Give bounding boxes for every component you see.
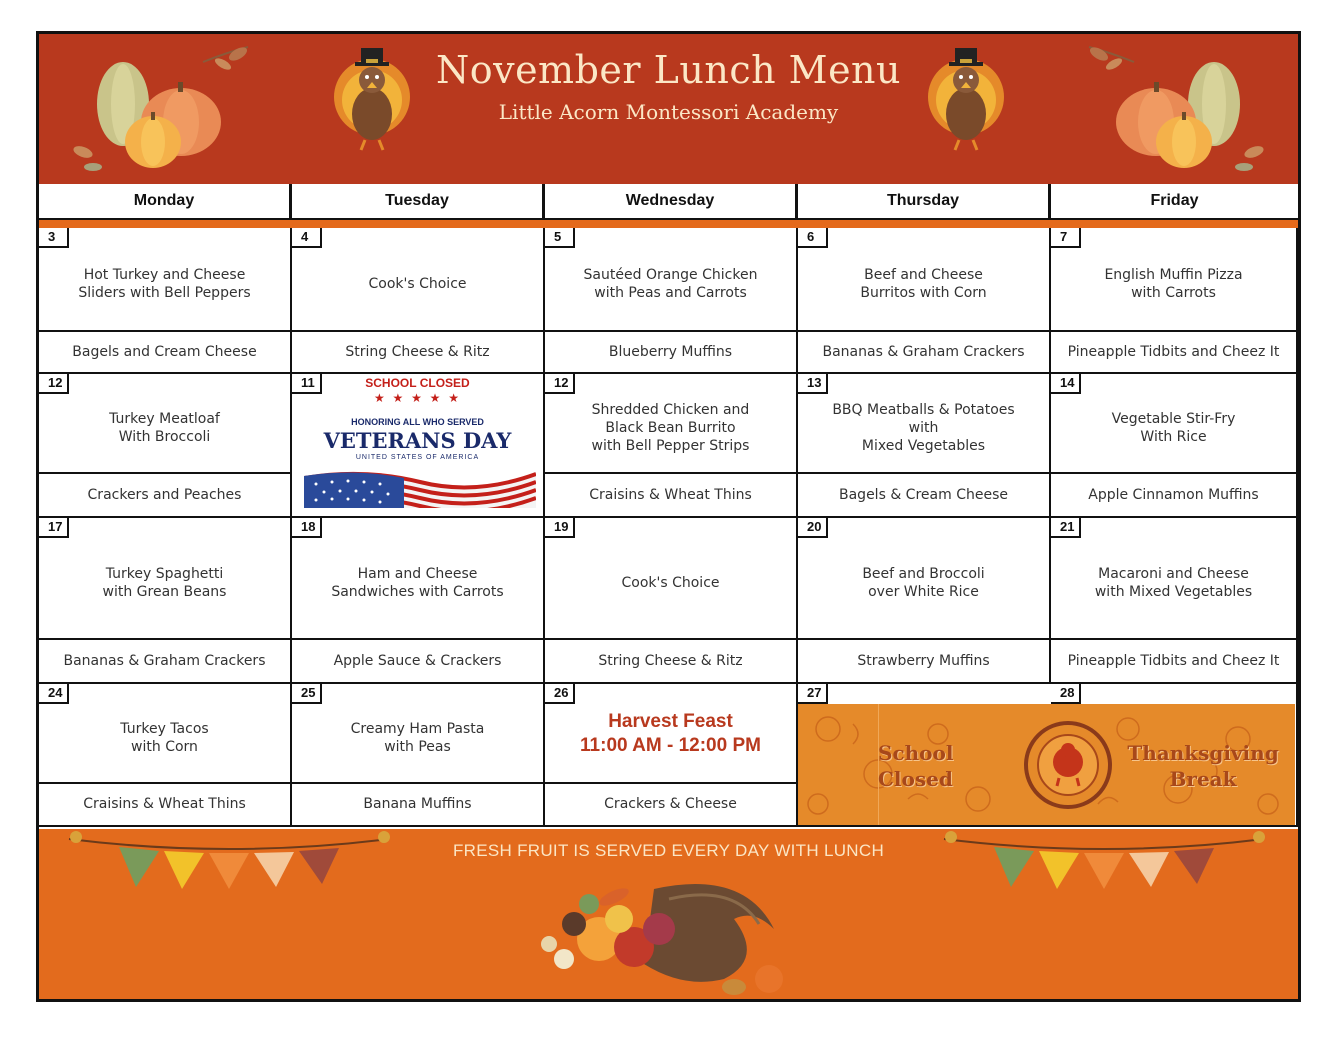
lunch-section bbox=[1051, 518, 1296, 640]
lunch-item bbox=[545, 574, 796, 592]
lunch-section bbox=[545, 228, 796, 332]
lunch-section bbox=[798, 374, 1049, 474]
turkey-emblem-icon bbox=[1023, 720, 1113, 810]
lunch-line: with Grean Beans bbox=[102, 584, 227, 600]
lunch-section bbox=[39, 518, 290, 640]
snack-item: String Cheese & Ritz bbox=[345, 344, 490, 360]
lunch-section bbox=[39, 374, 290, 474]
date-number: 12 bbox=[39, 374, 69, 394]
lunch-section bbox=[39, 228, 290, 332]
day-cell-tuesday bbox=[292, 228, 545, 374]
lunch-menu bbox=[36, 31, 1301, 1002]
day-cell-tuesday bbox=[292, 518, 545, 684]
day-cell-tuesday bbox=[292, 684, 545, 827]
honoring-text: HONORING ALL WHO SERVED bbox=[351, 417, 484, 427]
school-name: Little Acorn Montessori Academy bbox=[498, 100, 839, 124]
lunch-line: With Broccoli bbox=[118, 429, 211, 445]
lunch-item bbox=[39, 410, 290, 446]
feast-line: Harvest Feast bbox=[608, 711, 733, 732]
day-cell-friday bbox=[1051, 228, 1298, 374]
stars-icon: ★ ★ ★ ★ ★ bbox=[373, 391, 462, 405]
lunch-item bbox=[798, 401, 1049, 455]
bunting-right-icon bbox=[939, 829, 1269, 894]
lunch-line: with Mixed Vegetables bbox=[1094, 584, 1253, 600]
day-header-tuesday: Tuesday bbox=[385, 192, 449, 209]
day-cell-friday bbox=[1051, 374, 1298, 518]
usa-text: UNITED STATES OF AMERICA bbox=[355, 454, 480, 461]
lunch-section bbox=[1051, 374, 1296, 474]
date-number: 17 bbox=[39, 518, 69, 538]
divider bbox=[795, 184, 798, 218]
weekday-header-row bbox=[39, 184, 1298, 220]
lunch-line: with Carrots bbox=[1131, 285, 1216, 301]
lunch-section bbox=[39, 684, 290, 784]
day-cell-wednesday bbox=[545, 228, 798, 374]
lunch-line: with Bell Pepper Strips bbox=[591, 438, 750, 454]
menu-header bbox=[39, 34, 1298, 184]
date-number: 14 bbox=[1051, 374, 1081, 394]
page-title: November Lunch Menu bbox=[435, 48, 902, 92]
day-cell-monday bbox=[39, 228, 292, 374]
date-number: 18 bbox=[292, 518, 322, 538]
lunch-item bbox=[39, 565, 290, 601]
lunch-line: Shredded Chicken and bbox=[591, 402, 750, 418]
thanksgiving-line: Break bbox=[1169, 767, 1237, 791]
day-cell-wednesday bbox=[545, 684, 798, 827]
lunch-item bbox=[292, 720, 543, 756]
lunch-line: English Muffin Pizza bbox=[1104, 267, 1243, 283]
snack-item: Bagels & Cream Cheese bbox=[839, 487, 1008, 503]
fruit-note: FRESH FRUIT IS SERVED EVERY DAY WITH LUNCH bbox=[452, 841, 885, 860]
feast-line: 11:00 AM - 12:00 PM bbox=[580, 735, 761, 756]
snack-item: Pineapple Tidbits and Cheez It bbox=[1067, 653, 1280, 669]
lunch-item bbox=[1051, 410, 1296, 446]
lunch-section bbox=[545, 684, 796, 784]
snack-item: Apple Cinnamon Muffins bbox=[1088, 487, 1259, 503]
lunch-line: Vegetable Stir-Fry bbox=[1111, 411, 1236, 427]
date-number: 24 bbox=[39, 684, 69, 704]
lunch-item bbox=[545, 266, 796, 302]
lunch-line: over White Rice bbox=[868, 584, 979, 600]
snack-item: Crackers & Cheese bbox=[604, 796, 737, 812]
snack-item: Bananas & Graham Crackers bbox=[63, 653, 266, 669]
orange-divider-bar bbox=[39, 220, 1298, 228]
snack-item: String Cheese & Ritz bbox=[598, 653, 743, 669]
date-number: 20 bbox=[798, 518, 828, 538]
lunch-line: Macaroni and Cheese bbox=[1098, 566, 1249, 582]
lunch-item bbox=[798, 565, 1049, 601]
lunch-item bbox=[292, 565, 543, 601]
lunch-item bbox=[798, 266, 1049, 302]
lunch-line: Mixed Vegetables bbox=[861, 438, 986, 454]
lunch-item bbox=[39, 266, 290, 302]
date-number: 28 bbox=[1051, 684, 1081, 704]
lunch-item bbox=[292, 275, 543, 293]
day-header-monday: Monday bbox=[133, 192, 195, 209]
snack-item: Blueberry Muffins bbox=[608, 344, 733, 360]
lunch-line: Turkey Tacos bbox=[120, 721, 209, 737]
lunch-line: with Peas bbox=[384, 739, 451, 755]
day-cell-monday bbox=[39, 374, 292, 518]
lunch-section bbox=[292, 684, 543, 784]
date-number: 3 bbox=[39, 228, 69, 248]
date-number: 27 bbox=[798, 684, 828, 704]
menu-grid bbox=[39, 228, 1298, 827]
day-header-thursday: Thursday bbox=[886, 192, 959, 209]
lunch-line: Hot Turkey and Cheese bbox=[83, 267, 246, 283]
snack-item: Craisins & Wheat Thins bbox=[589, 487, 752, 503]
day-cell-tuesday bbox=[292, 374, 545, 518]
thanksgiving-line: Thanksgiving bbox=[1127, 741, 1279, 765]
snack-item: Bagels and Cream Cheese bbox=[72, 344, 257, 360]
lunch-line: with Corn bbox=[131, 739, 198, 755]
american-flag-icon bbox=[304, 466, 536, 508]
date-number: 7 bbox=[1051, 228, 1081, 248]
lunch-line: with bbox=[908, 420, 939, 436]
lunch-line: Black Bean Burrito bbox=[605, 420, 736, 436]
day-cell-wednesday bbox=[545, 374, 798, 518]
snack-item: Apple Sauce & Crackers bbox=[333, 653, 502, 669]
lunch-line: Beef and Broccoli bbox=[862, 566, 985, 582]
lunch-item bbox=[1051, 266, 1296, 302]
day-header-wednesday: Wednesday bbox=[625, 192, 715, 209]
day-cell-thursday bbox=[798, 374, 1051, 518]
turkey-right-icon bbox=[921, 42, 1011, 154]
school-closed-line: Closed bbox=[878, 767, 953, 791]
lunch-line: With Rice bbox=[1140, 429, 1207, 445]
day-cell-thursday bbox=[798, 228, 1051, 374]
lunch-item bbox=[39, 720, 290, 756]
lunch-line: Beef and Cheese bbox=[864, 267, 983, 283]
thanksgiving-break-label bbox=[1123, 740, 1283, 792]
snack-item: Banana Muffins bbox=[363, 796, 472, 812]
day-header-friday: Friday bbox=[1150, 192, 1199, 209]
snack-item: Craisins & Wheat Thins bbox=[83, 796, 246, 812]
date-number: 11 bbox=[292, 374, 322, 394]
veterans-day-graphic bbox=[292, 374, 543, 516]
lunch-section bbox=[798, 518, 1049, 640]
lunch-line: Ham and Cheese bbox=[357, 566, 478, 582]
lunch-section bbox=[798, 228, 1049, 332]
date-number: 26 bbox=[545, 684, 575, 704]
date-number: 21 bbox=[1051, 518, 1081, 538]
day-cell-wednesday bbox=[545, 518, 798, 684]
day-cell-monday bbox=[39, 518, 292, 684]
snack-item: Pineapple Tidbits and Cheez It bbox=[1067, 344, 1280, 360]
lunch-line: Sandwiches with Carrots bbox=[331, 584, 504, 600]
lunch-line: Turkey Meatloaf bbox=[109, 411, 220, 427]
lunch-line: Sliders with Bell Peppers bbox=[78, 285, 251, 301]
cornucopia-icon bbox=[504, 869, 804, 997]
lunch-line: Burritos with Corn bbox=[860, 285, 987, 301]
date-number: 5 bbox=[545, 228, 575, 248]
lunch-line: with Peas and Carrots bbox=[594, 285, 747, 301]
lunch-section bbox=[545, 374, 796, 474]
veterans-day-title: VETERANS DAY bbox=[323, 428, 512, 453]
menu-footer bbox=[39, 829, 1298, 999]
divider bbox=[289, 184, 292, 218]
day-cell-thursday bbox=[798, 518, 1051, 684]
date-number: 4 bbox=[292, 228, 322, 248]
snack-item: Bananas & Graham Crackers bbox=[822, 344, 1025, 360]
lunch-line: Turkey Spaghetti bbox=[105, 566, 224, 582]
day-cell-friday bbox=[1051, 518, 1298, 684]
day-cell-monday bbox=[39, 684, 292, 827]
divider bbox=[1048, 184, 1051, 218]
thanksgiving-banner bbox=[798, 704, 1295, 825]
divider bbox=[542, 184, 545, 218]
lunch-item bbox=[545, 401, 796, 455]
school-closed-line: School bbox=[878, 741, 954, 765]
lunch-line: Creamy Ham Pasta bbox=[350, 721, 485, 737]
lunch-item bbox=[1051, 565, 1296, 601]
snack-item: Strawberry Muffins bbox=[857, 653, 990, 669]
bunting-left-icon bbox=[64, 829, 394, 894]
date-number: 12 bbox=[545, 374, 575, 394]
school-closed-text: SCHOOL CLOSED bbox=[365, 376, 470, 390]
harvest-feast bbox=[545, 710, 796, 758]
thanksgiving-break-cell bbox=[798, 684, 1298, 827]
snack-item: Crackers and Peaches bbox=[87, 487, 242, 503]
date-number: 6 bbox=[798, 228, 828, 248]
date-number: 13 bbox=[798, 374, 828, 394]
pumpkins-right-icon bbox=[1074, 42, 1284, 177]
date-number: 25 bbox=[292, 684, 322, 704]
lunch-line: Sautéed Orange Chicken bbox=[583, 267, 758, 283]
lunch-section bbox=[292, 228, 543, 332]
school-closed-label bbox=[878, 740, 953, 792]
lunch-line: Cook's Choice bbox=[621, 575, 720, 591]
lunch-section bbox=[545, 518, 796, 640]
lunch-line: Cook's Choice bbox=[368, 276, 467, 292]
date-number: 19 bbox=[545, 518, 575, 538]
lunch-section bbox=[1051, 228, 1296, 332]
lunch-section bbox=[292, 518, 543, 640]
lunch-line: BBQ Meatballs & Potatoes bbox=[832, 402, 1015, 418]
